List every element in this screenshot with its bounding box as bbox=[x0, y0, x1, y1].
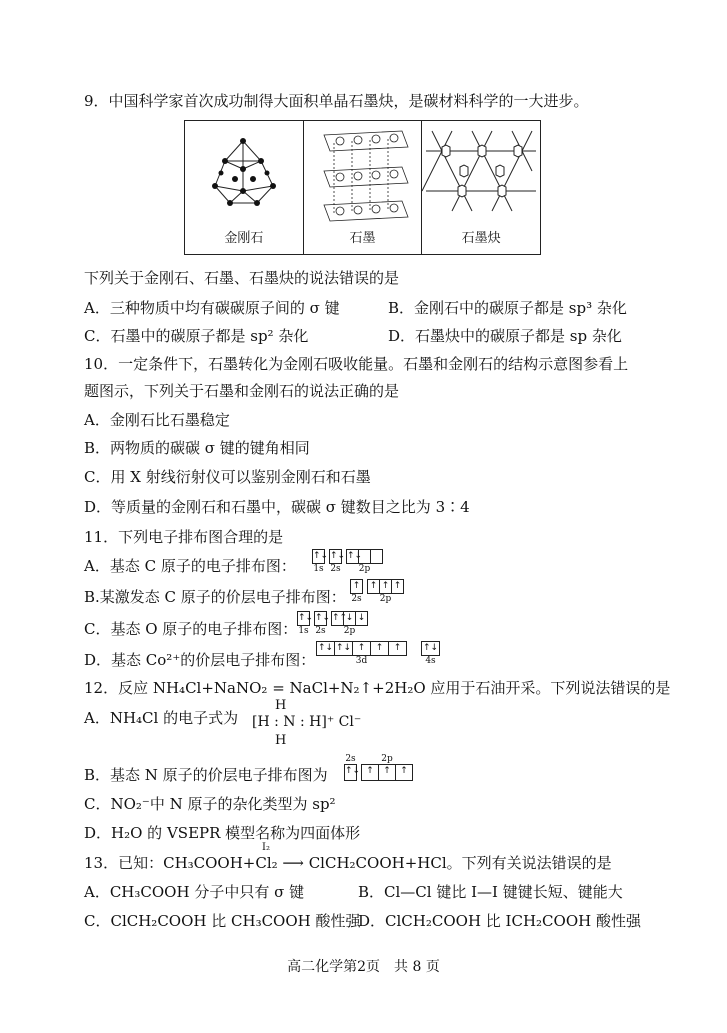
orbital-2p: ↑ ↑ ↑ 2p bbox=[367, 579, 404, 604]
electron-dot-top-h: H bbox=[275, 698, 287, 713]
q13-option-a: A．CH₃COOH 分子中只有 σ 键 bbox=[84, 883, 305, 901]
q9-option-c: C．石墨中的碳原子都是 sp² 杂化 bbox=[84, 327, 309, 345]
q11-option-d: D．基态 Co²⁺的价层电子排布图： bbox=[84, 651, 316, 669]
orbital-2p: ↑↓ 2p bbox=[346, 549, 383, 574]
q11-option-c: C．基态 O 原子的电子排布图： bbox=[84, 620, 298, 638]
q11-stem: 11．下列电子排布图合理的是 bbox=[84, 528, 284, 546]
q10-option-c: C．用 X 射线衍射仪可以鉴别金刚石和石墨 bbox=[84, 468, 371, 486]
graphite-structure-image bbox=[304, 121, 422, 231]
ammonium-chloride-electron-dot: [H : N : H]⁺ Cl⁻ bbox=[252, 714, 362, 730]
q11-a-orbital-diagram bbox=[312, 549, 383, 574]
orbital-2s: ↑↓ 2s bbox=[315, 613, 331, 636]
orbital-4s: ↑↓ 4s bbox=[422, 643, 439, 666]
carbon-structures-figure bbox=[184, 120, 541, 255]
diamond-panel bbox=[185, 121, 304, 254]
q11-option-b: B.某激发态 C 原子的价层电子排布图： bbox=[84, 588, 346, 606]
orbital-2s: ↑↓ 2s bbox=[330, 551, 346, 574]
q10-option-a: A．金刚石比石墨稳定 bbox=[84, 411, 230, 429]
orbital-2s: ↑ 2s bbox=[351, 581, 362, 604]
q9-option-b: B．金刚石中的碳原子都是 sp³ 杂化 bbox=[388, 299, 627, 317]
q11-d-orbital-diagram bbox=[316, 641, 440, 666]
q9-option-d: D．石墨炔中的碳原子都是 sp 杂化 bbox=[388, 327, 622, 345]
electron-dot-bottom-h: H bbox=[275, 733, 287, 748]
q12-b-orbital-diagram bbox=[344, 754, 413, 781]
graphdiyne-caption: 石墨炔 bbox=[461, 231, 501, 246]
q12-option-c: C．NO₂⁻中 N 原子的杂化类型为 sp² bbox=[84, 795, 336, 813]
q11-c-orbital-diagram bbox=[297, 611, 368, 636]
diamond-structure-image bbox=[185, 121, 303, 231]
q10-stem-line2: 题图示，下列关于石墨和金刚石的说法正确的是 bbox=[84, 382, 400, 400]
orbital-2p: ↑↑ ↓ ↓ 2p bbox=[331, 611, 368, 636]
q13-option-c: C．ClCH₂COOH 比 CH₃COOH 酸性强 bbox=[84, 912, 361, 930]
q12-stem: 12．反应 NH₄Cl+NaNO₂ = NaCl+N₂↑+2H₂O 应用于石油开采。下列说法错误的是 bbox=[84, 679, 671, 697]
q12-option-b: B．基态 N 原子的价层电子排布图为 bbox=[84, 766, 328, 784]
graphite-caption: 石墨 bbox=[349, 231, 376, 246]
orbital-3d: ↑↓ ↑↓ ↑ ↑ ↑ 3d bbox=[316, 641, 407, 666]
graphdiyne-structure-image bbox=[422, 121, 540, 231]
q13-stem: 13．已知：CH₃COOH+Cl₂ ⟶ ClCH₂COOH+HCl。下列有关说法错误的是 bbox=[84, 854, 612, 872]
q13-option-b: B．Cl—Cl 键比 I—I 键键长短、键能大 bbox=[358, 883, 623, 901]
q10-stem-line1: 10．一定条件下，石墨转化为金刚石吸收能量。石墨和金刚石的结构示意图参看上 bbox=[84, 355, 629, 373]
orbital-1s: ↑↓ 1s bbox=[298, 613, 314, 636]
q11-b-orbital-diagram bbox=[350, 579, 404, 604]
q9-stem: 9．中国科学家首次成功制得大面积单晶石墨炔，是碳材料科学的一大进步。 bbox=[84, 92, 589, 110]
q13-catalyst-label: I₂ bbox=[262, 842, 270, 853]
q12-option-a: A．NH₄Cl 的电子式为 bbox=[84, 709, 239, 727]
q11-option-a: A．基态 C 原子的电子排布图： bbox=[84, 557, 296, 575]
q12-option-d: D．H₂O 的 VSEPR 模型名称为四面体形 bbox=[84, 824, 361, 842]
q10-option-d: D．等质量的金刚石和石墨中，碳碳 σ 键数目之比为 3∶4 bbox=[84, 498, 470, 516]
orbital-1s: ↑↓ 1s bbox=[313, 551, 329, 574]
diamond-caption: 金刚石 bbox=[224, 231, 264, 246]
q9-option-a: A．三种物质中均有碳碳原子间的 σ 键 bbox=[84, 299, 340, 317]
page-footer: 高二化学第2页 共 8 页 bbox=[287, 959, 440, 975]
orbital-2s: ↑↓ 2s bbox=[344, 754, 357, 781]
orbital-2p: ↑ ↑ ↑ 2p bbox=[361, 754, 413, 781]
q13-option-d: D．ClCH₂COOH 比 ICH₂COOH 酸性强 bbox=[358, 912, 641, 930]
q9-question: 下列关于金刚石、石墨、石墨炔的说法错误的是 bbox=[84, 269, 400, 287]
graphite-panel bbox=[304, 121, 423, 254]
graphdiyne-panel bbox=[422, 121, 540, 254]
q10-option-b: B．两物质的碳碳 σ 键的键角相同 bbox=[84, 439, 310, 457]
